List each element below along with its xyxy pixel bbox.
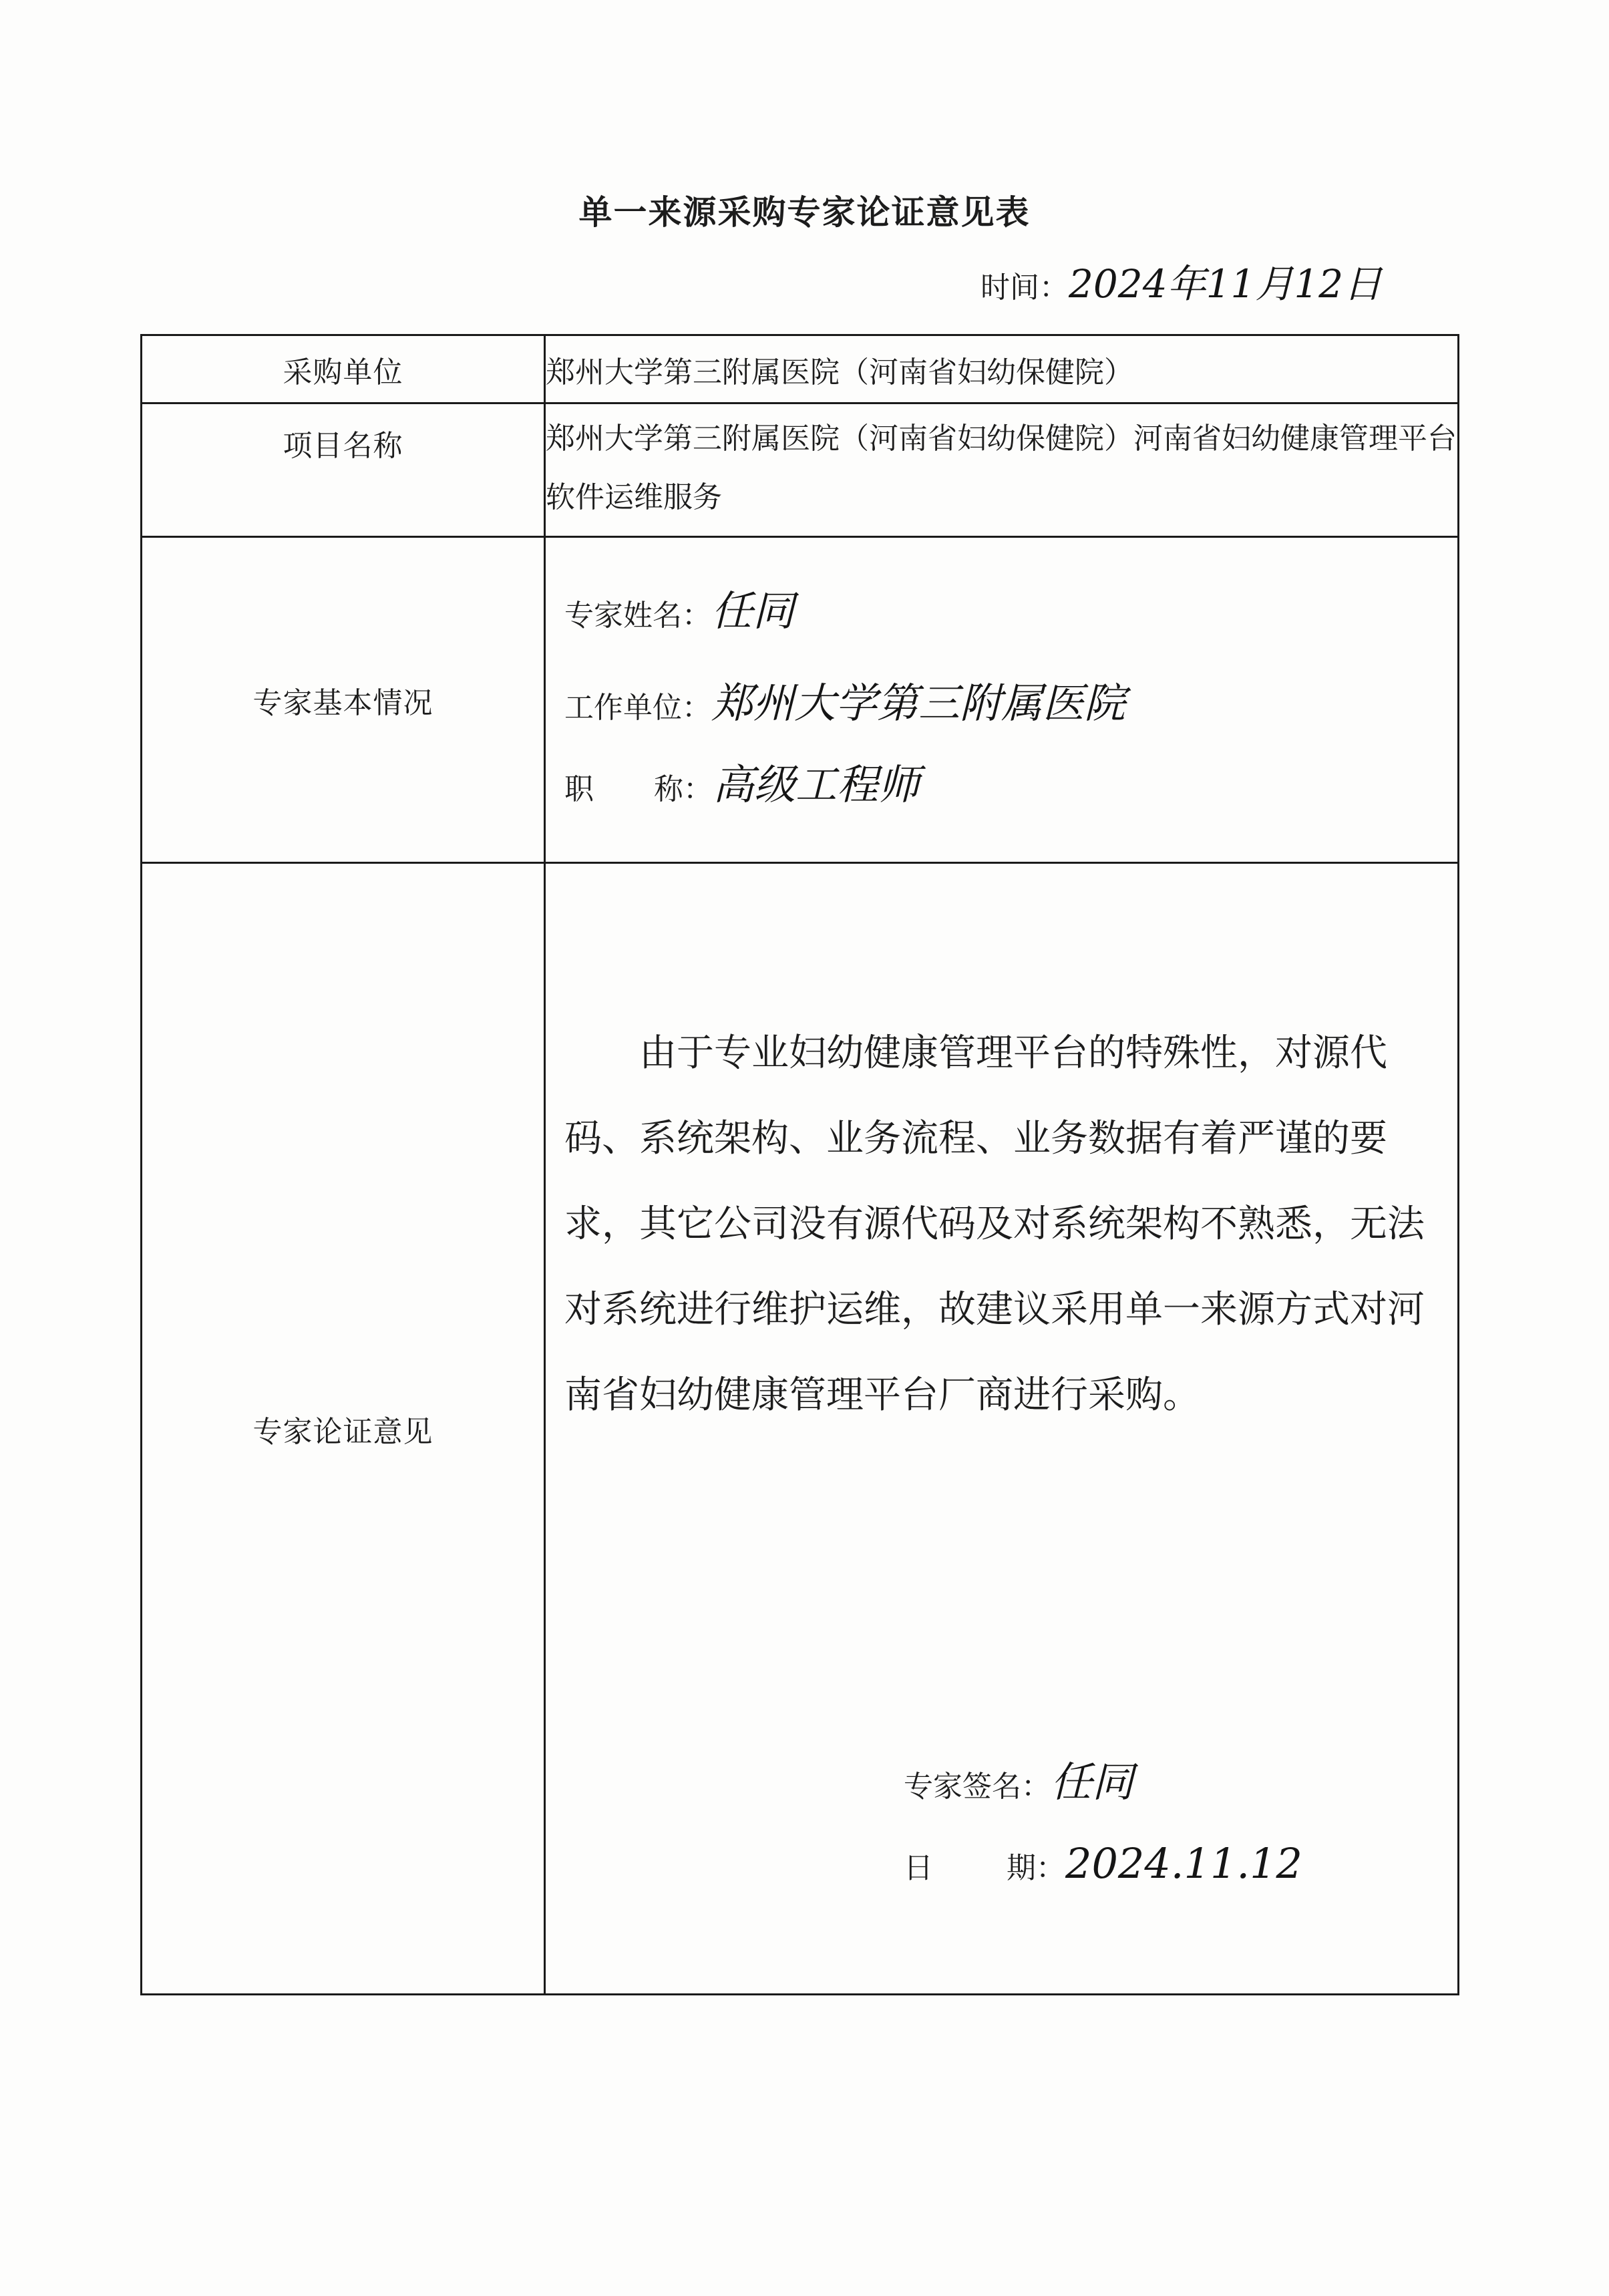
job-title-label-a: 职 [564, 772, 594, 806]
job-title-line [564, 752, 920, 811]
date-label-b: 期： [1007, 1851, 1065, 1885]
opinion-box [546, 864, 1457, 1993]
job-title-label-b: 称： [654, 772, 713, 806]
project-value: 郑州大学第三附属医院（河南省妇幼保健院）河南省妇幼健康管理平台软件运维服务 [546, 422, 1457, 514]
expert-info-box [546, 538, 1457, 862]
time-label: 时间： [980, 271, 1069, 305]
expert-name-handwritten: 任同 [711, 587, 795, 635]
row-purchaser [142, 335, 1459, 403]
expert-name-line [564, 578, 794, 637]
opinion-text: 由于专业妇幼健康管理平台的特殊性，对源代码、系统架构、业务流程、业务数据有着严谨的要求，其它公司没有源代码及对系统架构不熟悉，无法对系统进行维护运维，故建议采用单一来源方式对河南省妇幼健康管理平台厂商进行采购。 [564, 1031, 1425, 1417]
expert-name-label: 专家姓名： [564, 599, 711, 633]
date-header [980, 253, 1382, 309]
job-title-handwritten: 高级工程师 [713, 760, 920, 809]
work-unit-label: 工作单位： [564, 691, 711, 725]
purchaser-label: 采购单位 [142, 335, 545, 403]
document-title: 单一来源采购专家论证意见表 [578, 193, 1031, 232]
row-expert-opinion [142, 863, 1459, 1995]
signature-handwritten: 任同 [1051, 1758, 1134, 1806]
project-label: 项目名称 [142, 403, 545, 537]
expert-info-label: 专家基本情况 [142, 537, 545, 863]
purchaser-value: 郑州大学第三附属医院（河南省妇幼保健院） [545, 335, 1459, 403]
opinion-label: 专家论证意见 [142, 863, 545, 1995]
row-project [142, 403, 1459, 537]
work-unit-line [564, 670, 1125, 729]
date-label-a: 日 [904, 1851, 933, 1885]
sign-date-line [904, 1839, 1302, 1888]
signature-line [904, 1749, 1133, 1808]
work-unit-handwritten: 郑州大学第三附属医院 [711, 679, 1126, 727]
argumentation-form-table [140, 334, 1459, 1995]
date-handwritten: 2024.11.12 [1065, 1839, 1302, 1888]
time-value-handwritten: 2024年11月12日 [1069, 261, 1383, 307]
row-expert-info [142, 537, 1459, 863]
signature-label: 专家签名： [904, 1770, 1051, 1804]
